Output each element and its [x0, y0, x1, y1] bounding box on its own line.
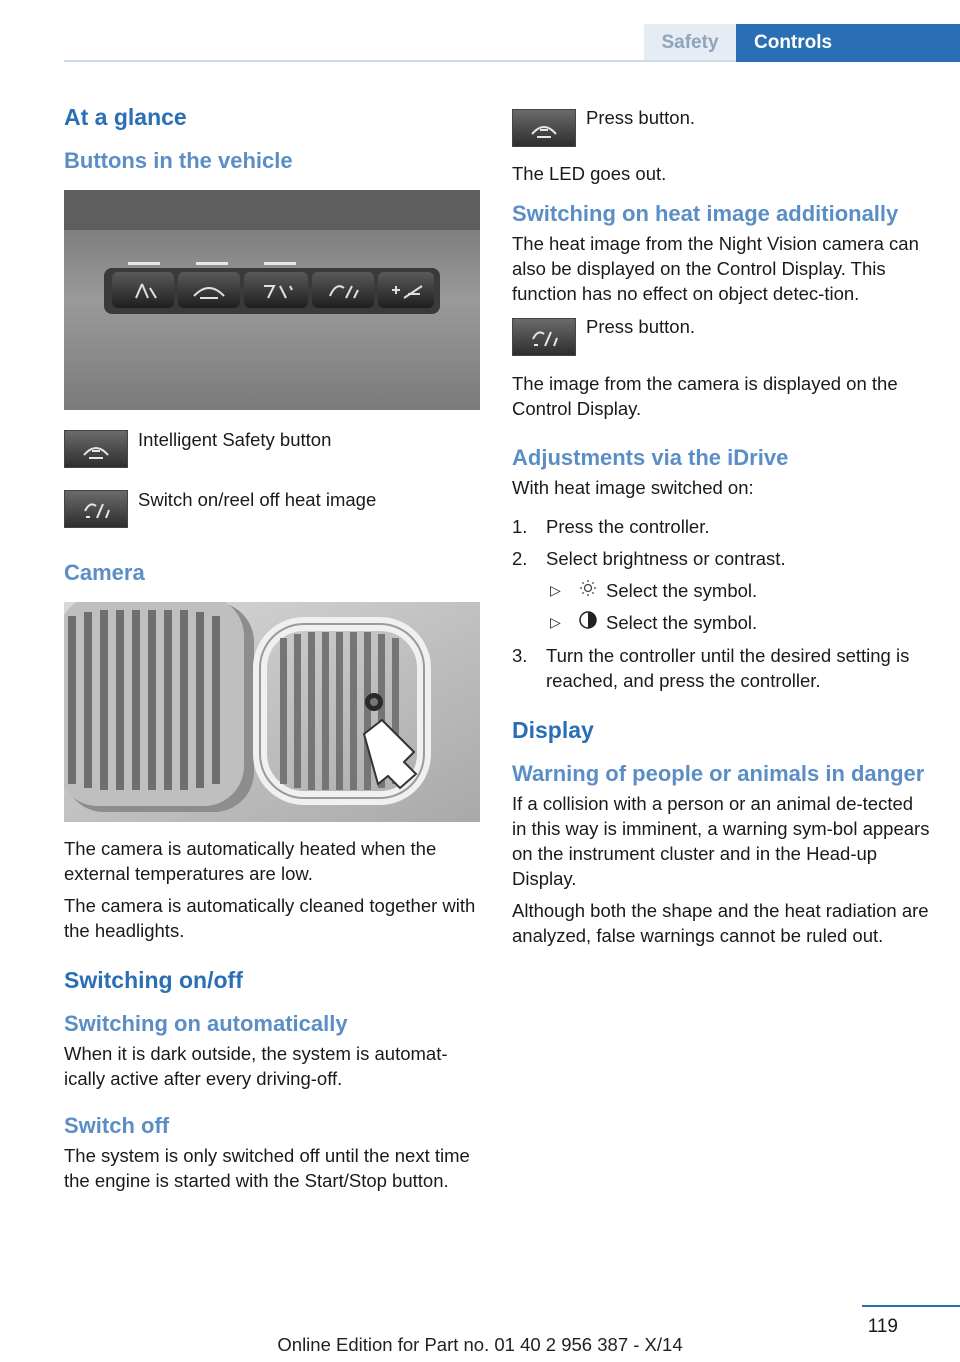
- heading-camera: Camera: [64, 560, 145, 585]
- heading-display: Display: [512, 717, 594, 743]
- press-heat-button-row: [512, 318, 932, 356]
- substep-text: Select the symbol.: [606, 612, 758, 633]
- heat-image-button-icon: [512, 318, 576, 356]
- heading-at-a-glance: At a glance: [64, 104, 187, 130]
- heading-heat-image-additionally: Switching on heat image additionally: [512, 201, 899, 226]
- heat-image-button-label: Switch on/reel off heat image: [138, 489, 377, 510]
- substep-text: Select the symbol.: [606, 580, 758, 601]
- warning-collision-text: If a collision with a person or an animal de-tected in this way is imminent, a warning sym-bol appears on the instrument cluster and in the Head-up Display.: [512, 793, 930, 889]
- camera-grille-illustration: [64, 602, 480, 822]
- edition-footer: Online Edition for Part no. 01 40 2 956 387 - X/14: [277, 1334, 683, 1355]
- button-panel-photo: [64, 190, 480, 410]
- list-item: [512, 546, 932, 571]
- heading-buttons-in-vehicle: Buttons in the vehicle: [64, 148, 293, 173]
- heat-image-additional-text: The heat image from the Night Vision camera can also be displayed on the Control Display. This function has no effect on object detec-tion.: [512, 233, 919, 304]
- heat-image-button-row: [64, 490, 480, 528]
- tab-safety[interactable]: Safety: [644, 24, 736, 62]
- step-number: 1.: [512, 516, 528, 537]
- heading-warning-people-animals: Warning of people or animals in danger: [512, 761, 925, 786]
- contrast-icon: [576, 610, 600, 636]
- step-text: Turn the controller until the desired setting is reached, and press the controller.: [546, 645, 910, 691]
- left-column: [64, 100, 480, 1193]
- press-button-text: Press button.: [586, 316, 696, 337]
- step-number: 3.: [512, 645, 528, 666]
- bullet: ▷: [550, 614, 561, 630]
- camera-cleaned-text: The camera is automatically cleaned together with the headlights.: [64, 895, 476, 941]
- heat-image-displayed-text: The image from the camera is displayed on the Control Display.: [512, 373, 898, 419]
- intelligent-safety-button-icon: [512, 109, 576, 147]
- header-rule: [64, 60, 736, 62]
- brightness-icon: [576, 578, 600, 603]
- list-item: [512, 610, 932, 636]
- heading-switching-on-off: Switching on/off: [64, 967, 243, 993]
- button-panel-illustration: [64, 190, 480, 410]
- list-item: [512, 643, 932, 693]
- safety-button-row: [64, 430, 480, 468]
- idrive-intro-text: With heat image switched on:: [512, 477, 754, 498]
- step-text: Select brightness or contrast.: [546, 548, 786, 569]
- auto-on-text: When it is dark outside, the system is automat-ically active after every driving-off.: [64, 1043, 448, 1089]
- tab-controls[interactable]: Controls: [736, 24, 960, 62]
- list-item: [512, 514, 932, 539]
- footer-rule: [862, 1305, 960, 1307]
- press-button-text: Press button.: [586, 107, 696, 128]
- right-column: [512, 100, 932, 948]
- heat-image-button-icon: [64, 490, 128, 528]
- heading-switch-off: Switch off: [64, 1113, 170, 1138]
- switch-off-text: The system is only switched off until the next time the engine is started with the Start/Stop button.: [64, 1145, 470, 1191]
- list-item: [512, 578, 932, 603]
- page-number: 119: [867, 1316, 898, 1337]
- step-text: Press the controller.: [546, 516, 710, 537]
- step-number: 2.: [512, 548, 528, 569]
- heading-switching-on-automatically: Switching on automatically: [64, 1011, 348, 1036]
- bullet: ▷: [550, 582, 561, 598]
- camera-photo: [64, 602, 480, 822]
- warning-false-text: Although both the shape and the heat radiation are analyzed, false warnings cannot be ruled out.: [512, 900, 929, 946]
- camera-heated-text: The camera is automatically heated when the external temperatures are low.: [64, 838, 437, 884]
- press-safety-button-row: [512, 109, 932, 147]
- led-goes-out-text: The LED goes out.: [512, 163, 667, 184]
- intelligent-safety-button-icon: [64, 430, 128, 468]
- intelligent-safety-button-label: Intelligent Safety button: [138, 429, 332, 450]
- chapter-tabs: [644, 24, 960, 62]
- idrive-steps-list: [512, 514, 932, 693]
- heading-adjustments-idrive: Adjustments via the iDrive: [512, 445, 789, 470]
